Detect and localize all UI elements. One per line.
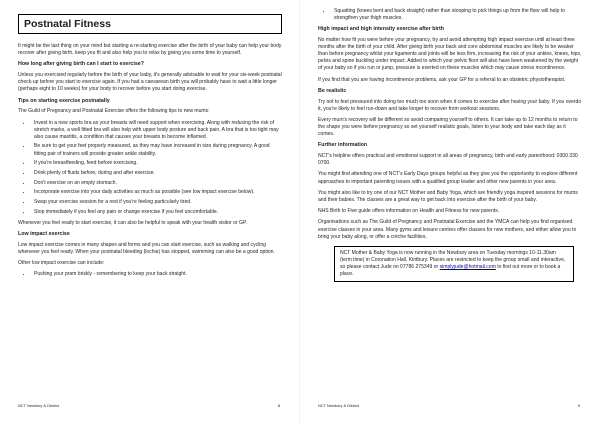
paragraph-low-impact: Low impact exercise comes in many shapes and forms and you can start exercise, such as walking and cycling whenever you feel ready. When your postnatal bleeding (lochia) has stopped, swimming can also be a good option. xyxy=(18,241,275,255)
list-item: • Stop immediately if you feel any pain or change exercise if you feel uncomfortable. xyxy=(32,209,282,216)
paragraph-realistic-1: Try not to feel pressured into doing too much too soon when it comes to exercise after having your baby. If you overdo it, you're likely to feel run-down and take longer to recover from workout sessions. xyxy=(318,98,582,112)
left-column xyxy=(18,14,282,282)
page-right xyxy=(300,0,600,425)
other-list xyxy=(18,271,282,278)
email-link[interactable]: simplyjude@hotmail.com xyxy=(439,263,496,270)
paragraph-ready: Whenever you feel ready to start exercise, it can also be helpful to speak with your health visitor or GP. xyxy=(18,219,248,226)
page-number: 8 xyxy=(277,403,280,408)
heading-high-impact: High impact and high intensity exercise after birth xyxy=(318,26,444,33)
list-item: • Don't exercise on an empty stomach. xyxy=(32,180,282,187)
paragraph-when-to-start: Unless you exercised regularly before the birth of your baby, it's generally advisable to wait for your six-week postnatal check-up before you start to exercise again. If you had a caesarean birth you will probably have to wait a little longer (perhaps eight to 10 weeks) for your body to recover before you start doing exercise. xyxy=(18,72,282,93)
notice-text-end: to find out more or to book a place. xyxy=(340,263,561,278)
paragraph-tips: The Guild of Pregnancy and Postnatal Exercise offers the following tips to new mums: xyxy=(18,108,210,115)
notice-text xyxy=(340,250,568,278)
footer-org: NCT Newbury & District xyxy=(18,403,60,408)
title-box xyxy=(18,14,282,34)
paragraph-info-2: You might find attending one of NCT's Early Days groups helpful as they give you the opportunity to explore different approaches to important parenting issues with a qualified group leader and other new parents in your area. xyxy=(318,171,578,185)
heading-tips: Tips on starting exercise postnatally xyxy=(18,97,110,104)
right-column xyxy=(318,8,582,282)
tips-list xyxy=(18,120,282,216)
intro-paragraph: It might be the last thing on your mind but starting a re-starting exercise after the birth of your baby can help your body recover after giving birth, keep you fit and also help you to relax by giving you some time to yourself. xyxy=(18,43,282,57)
list-item: • Squatting (knees bent and back straight) rather than stooping to pick things up from the floor will help to strengthen your thigh muscles. xyxy=(332,8,582,22)
paragraph-info-3: You might also like to try one of our NCT Mother and Baby Yoga, which are friendly yoga inspired sessions for mums and their babies. The classes are a great way to get back into exercise after the birth of your baby. xyxy=(318,189,578,203)
paragraph-info-4: NHS Birth to Five guide offers information on Health and Fitness for new parents. xyxy=(318,208,500,215)
heading-be-realistic: Be realistic xyxy=(318,87,347,94)
footer-org: NCT Newbury & District xyxy=(318,403,360,408)
continued-list xyxy=(318,8,582,22)
list-item: • Invest in a new sports bra as your breasts will need support when exercising. Along with reducing the risk of stretch marks, a well fitted bra will also help with upper body posture and back pain. A bra that is too tight may also cause mastitis, a condition that causes your breasts to become inflamed. xyxy=(32,120,282,141)
paragraph-info-1: NCT's helpline offers practical and emotional support in all areas of pregnancy, birth and early parenthood: 0300 330 0700. xyxy=(318,153,578,167)
paragraph-info-5: Organisations such as The Guild of Pregnancy and Postnatal Exercise and the YMCA can help you find organised exercise classes in your area. Many gyms and leisure centres offer classes for new mothers, and either allow you to bring your baby along, or offer a crèche facilities. xyxy=(318,219,577,240)
paragraph-high-impact-2: If you find that you are having incontinence problems, ask your GP for a referral to an obstetric physiotherapist. xyxy=(318,76,566,83)
list-item: • If you're breastfeeding, feed before exercising. xyxy=(32,160,282,167)
page-title: Postnatal Fitness xyxy=(24,18,111,30)
footer-left xyxy=(18,403,280,408)
heading-further-info: Further information xyxy=(318,142,368,149)
heading-low-impact: Low impact exercise xyxy=(18,231,70,237)
list-item: • Swap your exercise session for a rest if you're feeling particularly tired. xyxy=(32,199,282,206)
page-number: 9 xyxy=(577,403,580,408)
paragraph-other: Other low impact exercise can include: xyxy=(18,260,105,267)
list-item: • Drink plenty of fluids before, during and after exercise. xyxy=(32,170,282,177)
list-item: • Be sure to get your feet properly measured, as they may have increased in size during pregnancy. A good fitting pair of trainers will provide greater ankle stability. xyxy=(32,143,282,157)
notice-text-start: NCT Mother & Baby Yoga is now running in the Newbury area on Tuesday mornings 10-11.30am (term time) in Coronation Hall, Kintbury. Places are restricted to keep the group small and interactive, so please contact Jude on 07786 275349 or xyxy=(340,249,566,270)
list-item: • Pushing your pram briskly - remembering to keep your back straight. xyxy=(32,271,282,278)
list-item: • Incorporate exercise into your daily activities as much as possible (see low impact exercise below). xyxy=(32,189,282,196)
paragraph-high-impact-1: No matter how fit you were before your pregnancy, try and avoid attempting high impact exercise until at least three months after the birth of your child. After giving birth your back and core abdominal muscles are likely to be weaker than before pregnancy whilst your ligaments and joints will be less firm, increasing the risk of your ankles, knees, hips, pelvis and spine buckling under impact. Added to which your pelvic floor will also have been weakened by the weight of your baby so if you run or jump, pressure is exerted on these muscles which may cause stress incontinence. xyxy=(318,36,582,72)
heading-when-to-start: How long after giving birth can I start to exercise? xyxy=(18,61,144,68)
footer-right xyxy=(318,403,580,408)
paragraph-realistic-2: Every mum's recovery will be different so avoid comparing yourself to others. It can take up to 12 months to return to the shape you were before pregnancy so set yourself realistic goals, listen to your body and take each day as it comes. xyxy=(318,116,578,138)
yoga-notice-box xyxy=(334,246,574,282)
